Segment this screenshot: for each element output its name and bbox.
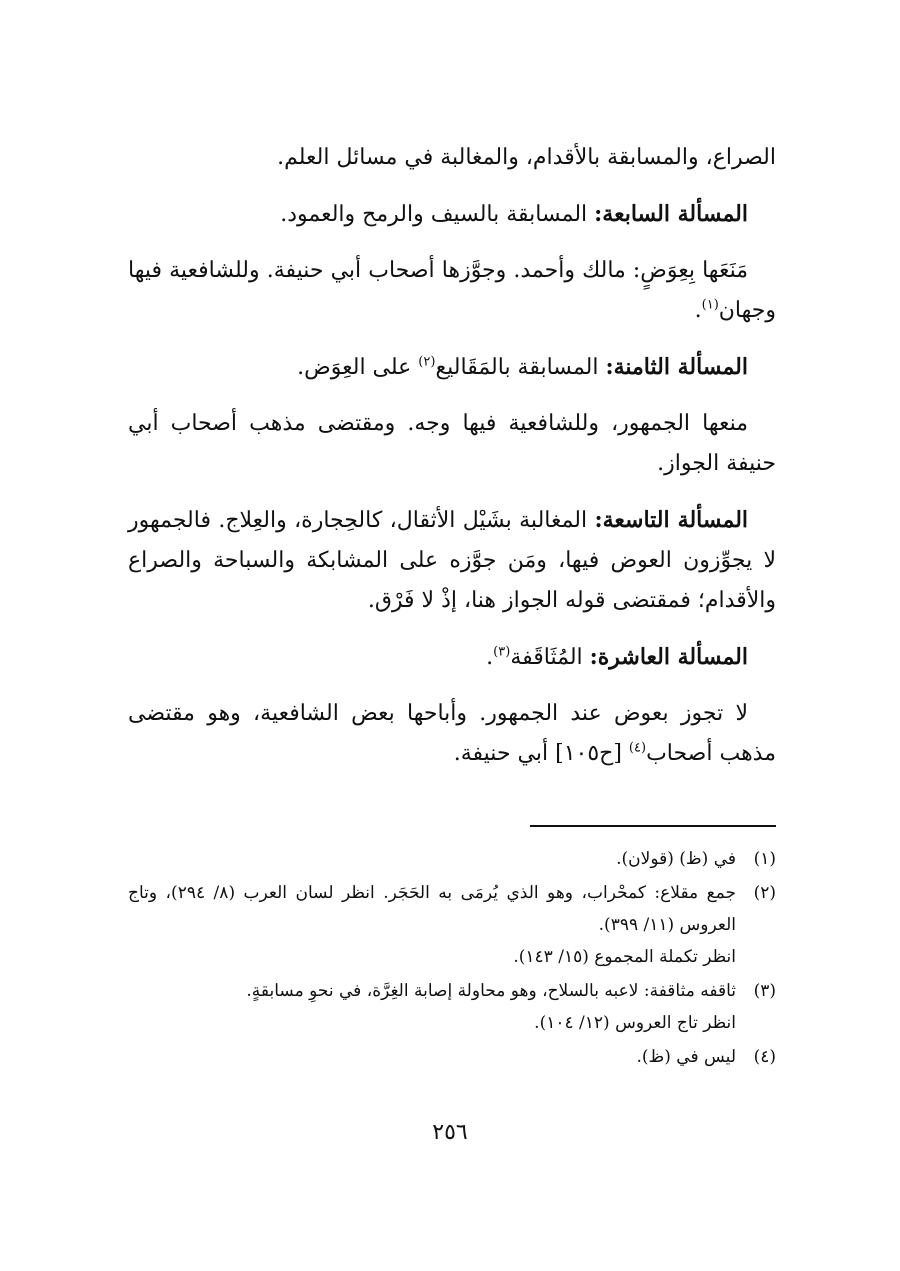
paragraph-text: الصراع، والمسابقة بالأقدام، والمغالبة في مسائل العلم. bbox=[277, 145, 776, 170]
footnote-text bbox=[128, 877, 736, 973]
footnote-ref: (١) bbox=[701, 297, 719, 313]
paragraph-8 bbox=[128, 694, 776, 774]
issue-heading: المسألة العاشرة: bbox=[589, 644, 748, 670]
paragraph-tail: . bbox=[694, 298, 702, 323]
paragraph-text: المسابقة بالمَقَاليع bbox=[435, 355, 606, 380]
footnote-3 bbox=[128, 975, 776, 1039]
paragraph-tail: [ح١٠٥] أبي حنيفة. bbox=[453, 741, 629, 766]
footnote-text bbox=[128, 975, 736, 1039]
footnote-2 bbox=[128, 877, 776, 973]
footnote-number: (٤) bbox=[753, 1047, 776, 1067]
footnote-text bbox=[128, 1041, 736, 1073]
issue-heading: المسألة الثامنة: bbox=[605, 354, 748, 380]
footnote-line: في (ظ) (قولان). bbox=[616, 849, 736, 869]
footnote-ref: (٣) bbox=[493, 644, 511, 660]
issue-heading: المسألة التاسعة: bbox=[594, 507, 749, 533]
footnote-line: جمع مقلاع: كمحْراب، وهو الذي يُرمَى به الحَجَر. انظر لسان العرب (٨/ ٢٩٤)، وتاج العروس (١١/ ٣٩٩). bbox=[128, 883, 736, 935]
paragraph-issue-9 bbox=[128, 500, 776, 621]
paragraph-text: منعها الجمهور، وللشافعية فيها وجه. ومقتضى مذهب أصحاب أبي حنيفة الجواز. bbox=[128, 411, 776, 476]
footnote-number: (٢) bbox=[753, 883, 776, 903]
footnote-line: ثاقفه مثاقفة: لاعبه بالسلاح، وهو محاولة إصابة الغِرَّة، في نحوِ مسابقةٍ. bbox=[246, 981, 736, 1001]
footnotes bbox=[128, 843, 776, 1075]
footnote-line: انظر تكملة المجموع (١٥/ ١٤٣). bbox=[513, 947, 736, 967]
paragraph-text: مَنَعَها بِعِوَضٍ: مالك وأحمد. وجوَّزها أصحاب أبي حنيفة. وللشافعية فيها وجهان bbox=[128, 258, 776, 323]
paragraph-text: المُثَاقَفة bbox=[510, 645, 590, 670]
footnote-line: انظر تاج العروس (١٢/ ١٠٤). bbox=[534, 1013, 736, 1033]
page-number: ٢٥٦ bbox=[432, 1120, 468, 1145]
footnote-divider bbox=[530, 825, 776, 827]
paragraph-tail: . bbox=[486, 645, 494, 670]
paragraph-issue-10 bbox=[128, 637, 776, 678]
footnote-line: ليس في (ظ). bbox=[636, 1047, 736, 1067]
footnote-1 bbox=[128, 843, 776, 875]
paragraph-1 bbox=[128, 138, 776, 178]
main-text bbox=[128, 138, 776, 790]
issue-heading: المسألة السابعة: bbox=[594, 201, 748, 227]
paragraph-text: المغالبة بشَيْل الأثقال، كالحِجارة، والعِلاج. فالجمهور لا يجوِّزون العوض فيها، ومَن جوَّزه على المشابكة والسباحة والصراع والأقدام؛ فمقتضى قوله الجواز هنا، إذْ لا فَرْق. bbox=[128, 508, 776, 613]
footnote-number: (٣) bbox=[753, 981, 776, 1001]
paragraph-text: لا تجوز بعوض عند الجمهور. وأباحها بعض الشافعية، وهو مقتضى مذهب أصحاب bbox=[128, 701, 776, 766]
paragraph-issue-7 bbox=[128, 194, 776, 235]
footnote-ref: (٢) bbox=[418, 354, 436, 370]
paragraph-tail: على العِوَض. bbox=[297, 355, 419, 380]
paragraph-text: المسابقة بالسيف والرمح والعمود. bbox=[280, 202, 595, 227]
paragraph-issue-8 bbox=[128, 347, 776, 388]
paragraph-3 bbox=[128, 251, 776, 331]
paragraph-5 bbox=[128, 404, 776, 484]
footnote-ref: (٤) bbox=[628, 740, 647, 756]
footnote-4 bbox=[128, 1041, 776, 1073]
footnote-number: (١) bbox=[753, 849, 776, 869]
footnote-text bbox=[128, 843, 736, 875]
